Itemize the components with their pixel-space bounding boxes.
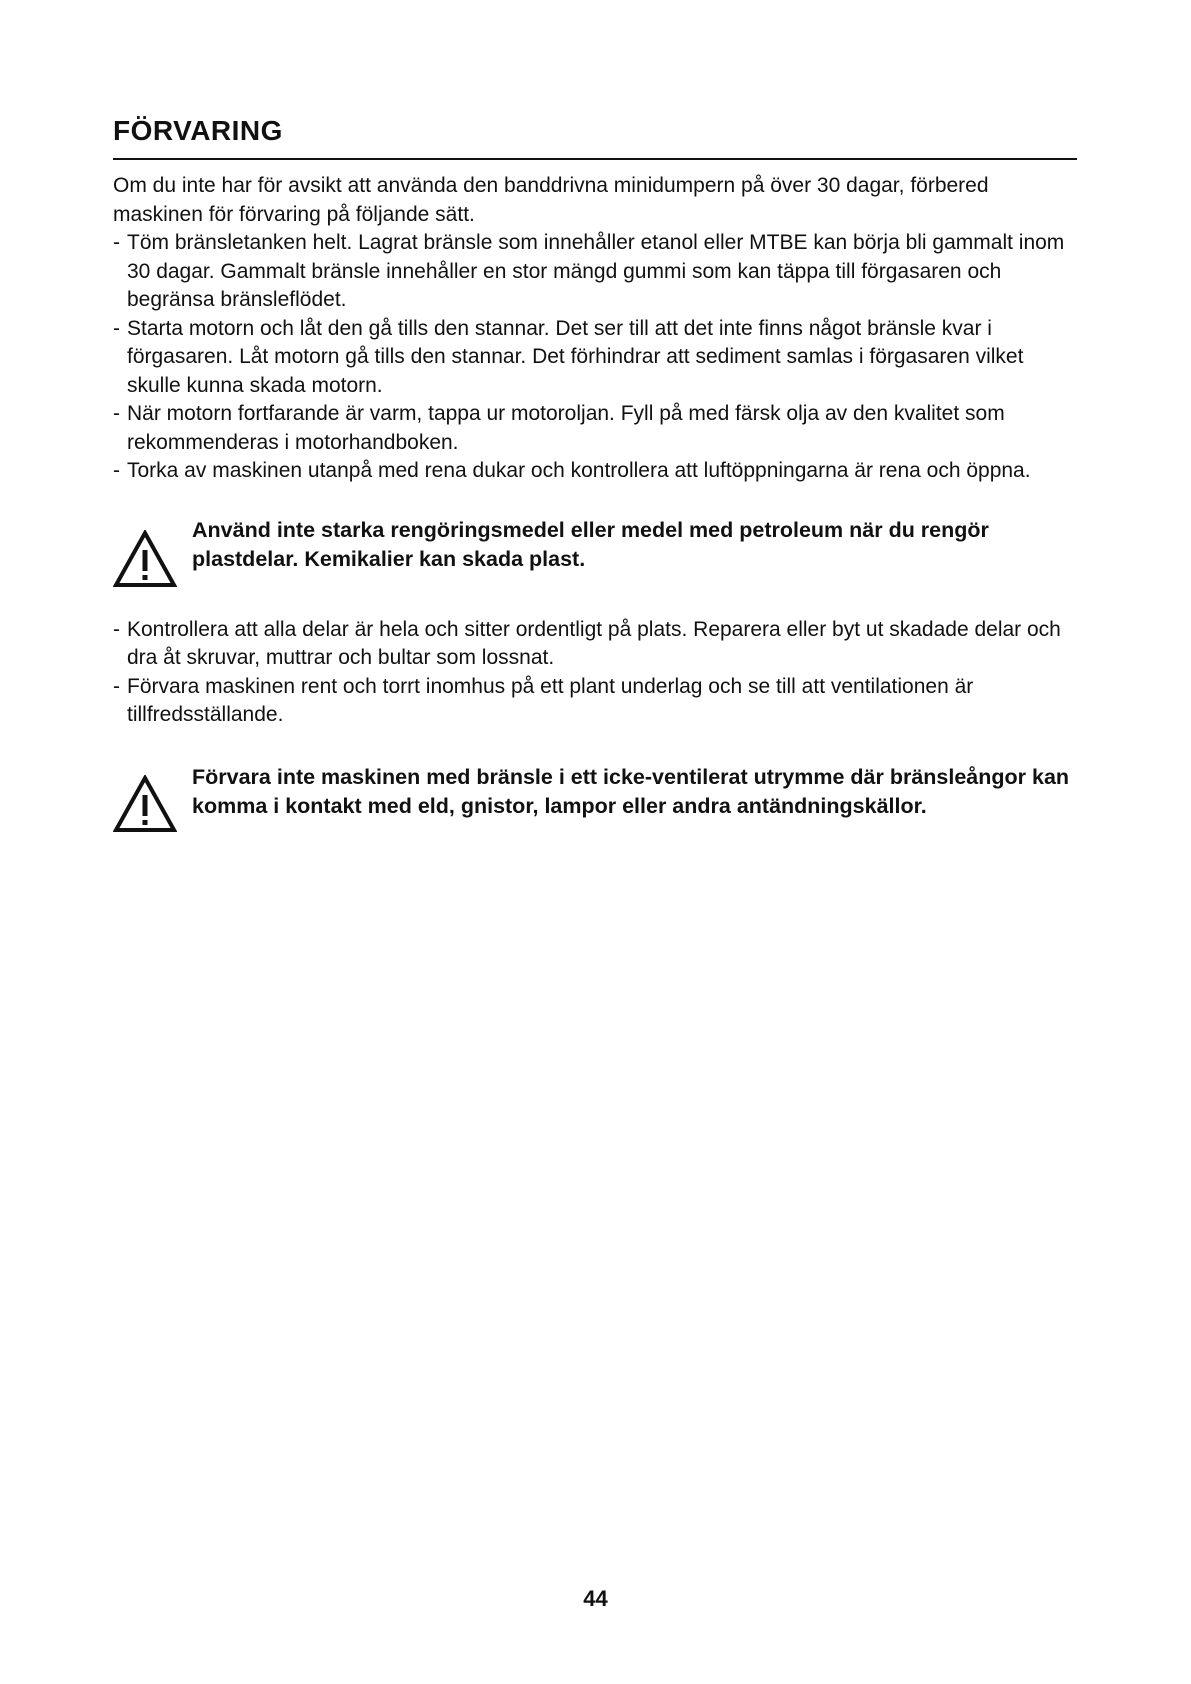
list-item: - När motorn fortfarande är varm, tappa ur motoroljan. Fyll på med färsk olja av den kvalitet som rekommenderas i motorhandboken.: [113, 400, 1079, 457]
list-item: - Starta motorn och låt den gå tills den stannar. Det ser till att det inte finns något bränsle kvar i förgasaren. Låt motorn gå tills den stannar. Det förhindrar att sediment samlas i förgasaren vilket skulle kunna skada motorn.: [113, 315, 1079, 401]
list-item: - Torka av maskinen utanpå med rena dukar och kontrollera att luftöppningarna är rena och öppna.: [113, 457, 1079, 486]
warning-cleaning: [113, 516, 1079, 588]
storage-steps-list: [113, 229, 1079, 486]
list-item: - Töm bränsletanken helt. Lagrat bränsle som innehåller etanol eller MTBE kan börja bli gammalt inom 30 dagar. Gammalt bränsle innehåller en stor mängd gummi som kan täppa till förgasaren och begränsa bränsleflödet.: [113, 229, 1079, 315]
intro-paragraph: Om du inte har för avsikt att använda den banddrivna minidumpern på över 30 dagar, förbered maskinen för förvaring på följande sätt.: [113, 174, 989, 226]
warning-fuel: [113, 763, 1079, 833]
warning-text: Förvara inte maskinen med bränsle i ett icke-ventilerat utrymme där bränsleångor kan komma i kontakt med eld, gnistor, lampor eller andra antändningskällor.: [192, 764, 1070, 818]
list-item: - Förvara maskinen rent och torrt inomhus på ett plant underlag och se till att ventilationen är tillfredsställande.: [113, 673, 1079, 730]
page-title: FÖRVARING: [113, 115, 283, 146]
warning-text: Använd inte starka rengöringsmedel eller medel med petroleum när du rengör plastdelar. Kemikalier kan skada plast.: [192, 517, 989, 571]
page-number: 44: [583, 1586, 608, 1611]
warning-triangle-icon: [113, 530, 177, 588]
content: [113, 172, 1079, 833]
list-item: - Kontrollera att alla delar är hela och sitter ordentligt på plats. Reparera eller byt ut skadade delar och dra åt skruvar, muttrar och bultar som lossnat.: [113, 616, 1079, 673]
title-divider: [113, 158, 1077, 160]
warning-triangle-icon: [113, 775, 177, 833]
storage-steps-list-2: [113, 616, 1079, 730]
